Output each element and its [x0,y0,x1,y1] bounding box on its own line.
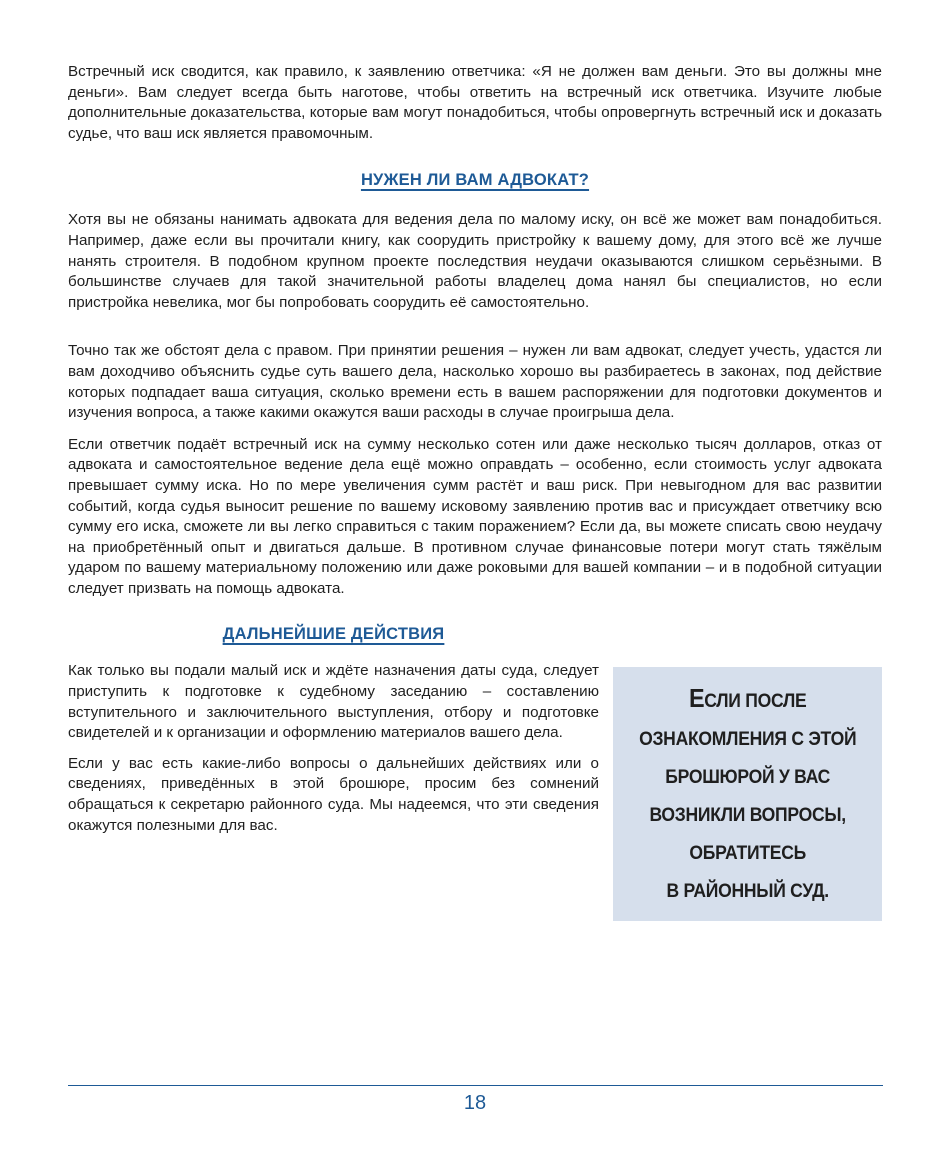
callout-first-letter: Е [688,682,705,713]
next-steps-block [68,625,882,921]
callout-line-1-rest: СЛИ ПОСЛЕ [704,689,807,712]
callout-line-1 [639,679,856,720]
callout-line-3: БРОШЮРОЙ У ВАС [665,765,830,788]
section-heading-next-steps: ДАЛЬНЕЙШИЕ ДЕЙСТВИЯ [222,625,445,644]
document-page [68,62,882,921]
callout-text [639,679,856,910]
footer-divider [68,1085,883,1086]
next-steps-column [68,625,599,836]
callout-line-6: В РАЙОННЫЙ СУД. [666,879,829,902]
paragraph-lawyer-1: Хотя вы не обязаны нанимать адвоката для ведения дела по малому иску, он всё же может вам понадобиться. Например, даже если вы прочитали книгу, как соорудить пристройку к вашему дому, для этого всё же лучше нанять строителя. В подобном крупном проекте последствия неудачи оказываются слишком серьёзными. В большинстве случаев для такой значительной работы владелец дома нанял бы специалистов, но если пристройка невелика, мог бы попробовать соорудить её самостоятельно. [68,211,882,311]
paragraph-next-2: Если у вас есть какие-либо вопросы о дальнейших действиях или о сведениях, приведённых в этой брошюре, просим без сомнений обращаться к секретарю районного суда. Мы надеемся, что эти сведения окажутся полезными для вас. [68,754,599,834]
contact-callout-box [613,667,882,921]
page-number: 18 [463,1092,487,1114]
callout-line-2: ОЗНАКОМЛЕНИЯ С ЭТОЙ [638,727,857,750]
section-heading-lawyer: НУЖЕН ЛИ ВАМ АДВОКАТ? [360,171,590,190]
callout-line-4: ВОЗНИКЛИ ВОПРОСЫ, [649,803,846,826]
callout-line-5: ОБРАТИТЕСЬ [689,841,806,864]
paragraph-lawyer-2: Точно так же обстоят дела с правом. При принятии решения – нужен ли вам адвокат, следует учесть, удастся ли вам доходчиво объяснить судье суть вашего дела, насколько хорошо вы разбираетесь в законах, под действие которых подпадает ваша ситуация, сколько времени есть в вашем распоряжении для подготовки документов и изучения вопроса, а также какими окажутся ваши расходы в случае проигрыша дела. [68,342,882,422]
paragraph-next-1: Как только вы подали малый иск и ждёте назначения даты суда, следует приступить к подготовке к судебному заседанию – составлению вступительного и заключительного выступления, отбору и подготовке свидетелей и к организации и оформлению материалов вашего дела. [68,662,599,742]
paragraph-lawyer-3: Если ответчик подаёт встречный иск на сумму несколько сотен или даже несколько тысяч долларов, отказ от адвоката и самостоятельное ведение дела ещё можно оправдать – особенно, если стоимость услуг адвоката превышает сумму иска. Но по мере увеличения сумм растёт и ваш риск. При невыгодном для вас развитии событий, когда судья выносит решение по вашему исковому заявлению против вас и присуждает ответчику всю сумму его иска, сможете ли вы легко справиться с таким поражением? Если да, вы можете списать свою неудачу на приобретённый опыт и двигаться дальше. В противном случае финансовые потери могут стать тяжёлым ударом по вашему материальному положению или даже роковыми для вашей компании – и в подобной ситуации следует призвать на помощь адвоката. [68,435,882,597]
intro-paragraph: Встречный иск сводится, как правило, к заявлению ответчика: «Я не должен вам деньги. Это вы должны мне деньги». Вам следует всегда быть наготове, чтобы ответить на встречный иск ответчика. Изучите любые дополнительные доказательства, которые вам могут понадобиться, чтобы опровергнуть встречный иск и доказать судье, что ваш иск является правомочным. [68,63,882,142]
